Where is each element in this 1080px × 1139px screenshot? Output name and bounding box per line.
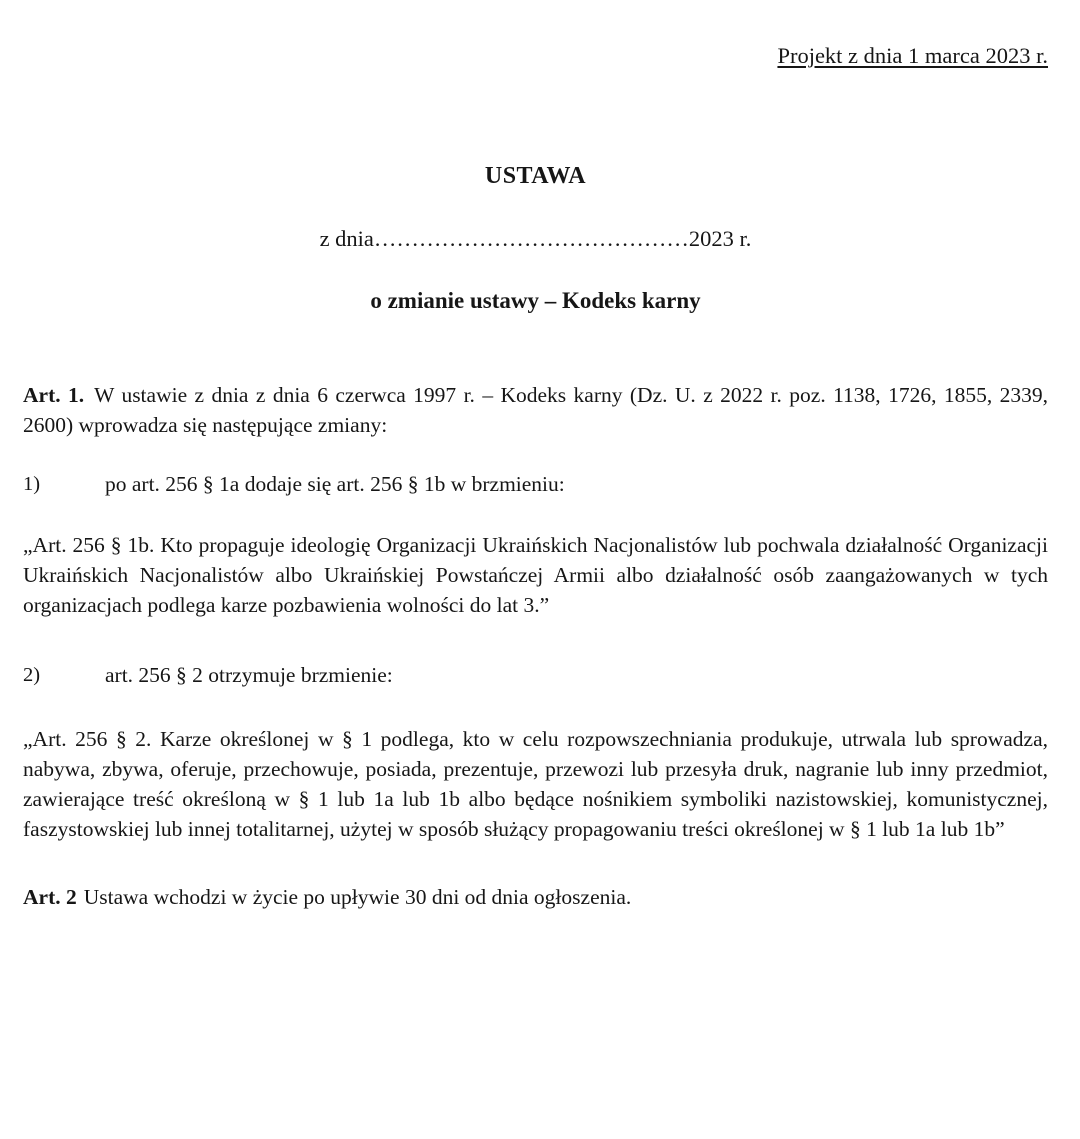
article-2-label: Art. 2 (23, 885, 77, 909)
enactment-date-line: z dnia……………………………………2023 r. (319, 226, 752, 251)
amendment-item-1 (23, 469, 1048, 499)
amendment-item-2-text: art. 256 § 2 otrzymuje brzmienie: (105, 663, 393, 687)
draft-date-text: Projekt z dnia 1 marca 2023 r. (777, 43, 1048, 68)
document-title: USTAWA (484, 163, 587, 189)
amendment-item-2 (23, 660, 1048, 690)
article-1-text: W ustawie z dnia z dnia 6 czerwca 1997 r. – Kodeks karny (Dz. U. z 2022 r. poz. 1138, 1726, 1855, 2339, 2600) wprowadza się następujące zmiany: (23, 383, 1049, 437)
amendment-item-2-number: 2) (23, 664, 41, 686)
draft-date-header (23, 42, 1048, 69)
article-2-text: Ustawa wchodzi w życie po upływie 30 dni od dnia ogłoszenia. (83, 885, 632, 909)
amendment-item-2-quote: „Art. 256 § 2. Karze określonej w § 1 podlega, kto w celu rozpowszechniania produkuje, utrwala lub sprowadza, nabywa, zbywa, oferuje, przechowuje, posiada, prezentuje, przewozi lub przesyła druk, nagranie lub inny przedmiot, zawierające treść określoną w § 1 lub 1a lub 1b albo będące nośnikiem symboliki nazistowskiej, komunistycznej, faszystowskiej lub innej totalitarnej, użytej w sposób służący propagowaniu treści określonej w § 1 lub 1a lub 1b” (23, 727, 1048, 841)
article-2-paragraph (23, 882, 1048, 912)
amendment-item-1-number: 1) (23, 473, 41, 495)
article-1-label: Art. 1. (23, 383, 85, 407)
amendment-item-1-text: po art. 256 § 1a dodaje się art. 256 § 1b w brzmieniu: (105, 472, 565, 496)
article-1-paragraph (23, 380, 1048, 440)
amendment-item-1-quote: „Art. 256 § 1b. Kto propaguje ideologię Organizacji Ukraińskich Nacjonalistów lub pochwala działalność Organizacji Ukraińskich Nacjonalistów albo Ukraińskiej Powstańczej Armii albo działalność osób zaangażowanych w tych organizacjach podlega karze pozbawienia wolności do lat 3.” (23, 533, 1048, 617)
document-subtitle: o zmianie ustawy – Kodeks karny (370, 288, 701, 313)
